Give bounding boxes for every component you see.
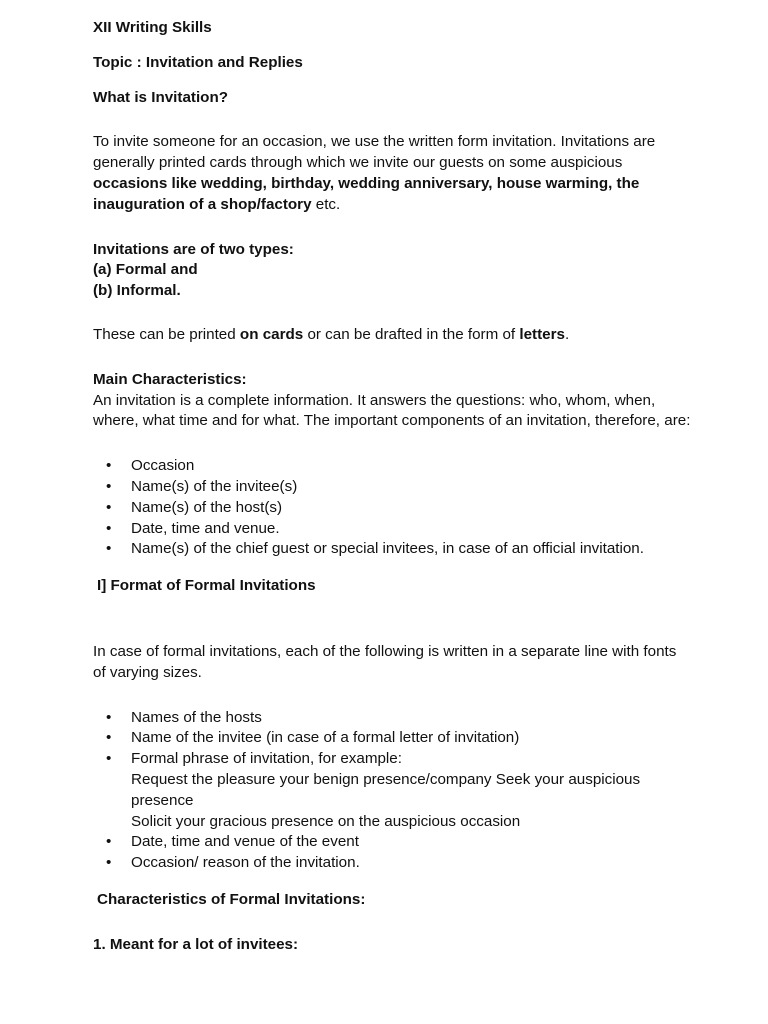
printed-text-b: or can be drafted in the form of [303,325,520,343]
format-formal-invitations-heading: I] Format of Formal Invitations [97,577,316,595]
formal-invitations-paragraph: In case of formal invitations, each of the following is written in a separate line with fonts of varying sizes. [93,642,677,681]
characteristics-formal-heading: Characteristics of Formal Invitations: [97,890,366,908]
invitation-types-block [93,240,693,302]
topic-heading: Topic : Invitation and Replies [93,53,303,71]
list-item: • Name(s) of the host(s) [93,498,693,519]
on-cards-bold: on cards [239,325,304,343]
types-heading: Invitations are of two types: [93,240,294,258]
list-item: • Name(s) of the chief guest or special invitees, in case of an official invitation. [93,539,693,560]
list-item: • Name(s) of the invitee(s) [93,477,693,498]
definition-text-start: To invite someone for an occasion, we use the written form invitation. Invitations are generally printed cards through which we invite our guests on some auspicious [93,133,656,172]
document-title: XII Writing Skills [93,19,212,36]
main-characteristics-text: An invitation is a complete information. It answers the questions: who, whom, when, where, what time and for what. The important components of an invitation, therefore, are: [93,391,691,430]
formal-items-list [93,708,693,874]
formal-phrase-example-1: Request the pleasure your benign presence/company Seek your auspicious presence [131,770,641,809]
printed-text-a: These can be printed [93,325,240,343]
list-item: • Names of the hosts [93,708,693,729]
formal-phrase-label: Formal phrase of invitation, for example: [131,750,402,768]
list-item: • Date, time and venue. [93,519,693,540]
point-one-heading: 1. Meant for a lot of invitees: [93,935,299,953]
letters-bold: letters [519,325,565,343]
list-item: • Name of the invitee (in case of a formal letter of invitation) [93,728,693,749]
formal-phrase-example-2: Solicit your gracious presence on the auspicious occasion [131,812,521,830]
type-formal: (a) Formal and [93,261,198,279]
main-characteristics-heading: Main Characteristics: [93,370,247,388]
occasions-bold-text: occasions like wedding, birthday, wedding anniversary, house warming, the inauguration of a shop/factory [93,174,640,213]
list-item: • Occasion/ reason of the invitation. [93,853,693,874]
printed-text-c: . [564,325,570,343]
main-characteristics-block [93,370,693,432]
list-item [93,749,693,832]
type-informal: (b) Informal. [93,282,181,300]
what-is-invitation-heading: What is Invitation? [93,88,228,106]
document-page [93,18,693,956]
list-item: • Occasion [93,456,693,477]
invitation-definition-paragraph [93,132,693,215]
list-item: • Date, time and venue of the event [93,832,693,853]
printed-paragraph [93,325,693,346]
components-list [93,456,693,560]
definition-text-end: etc. [311,195,341,213]
